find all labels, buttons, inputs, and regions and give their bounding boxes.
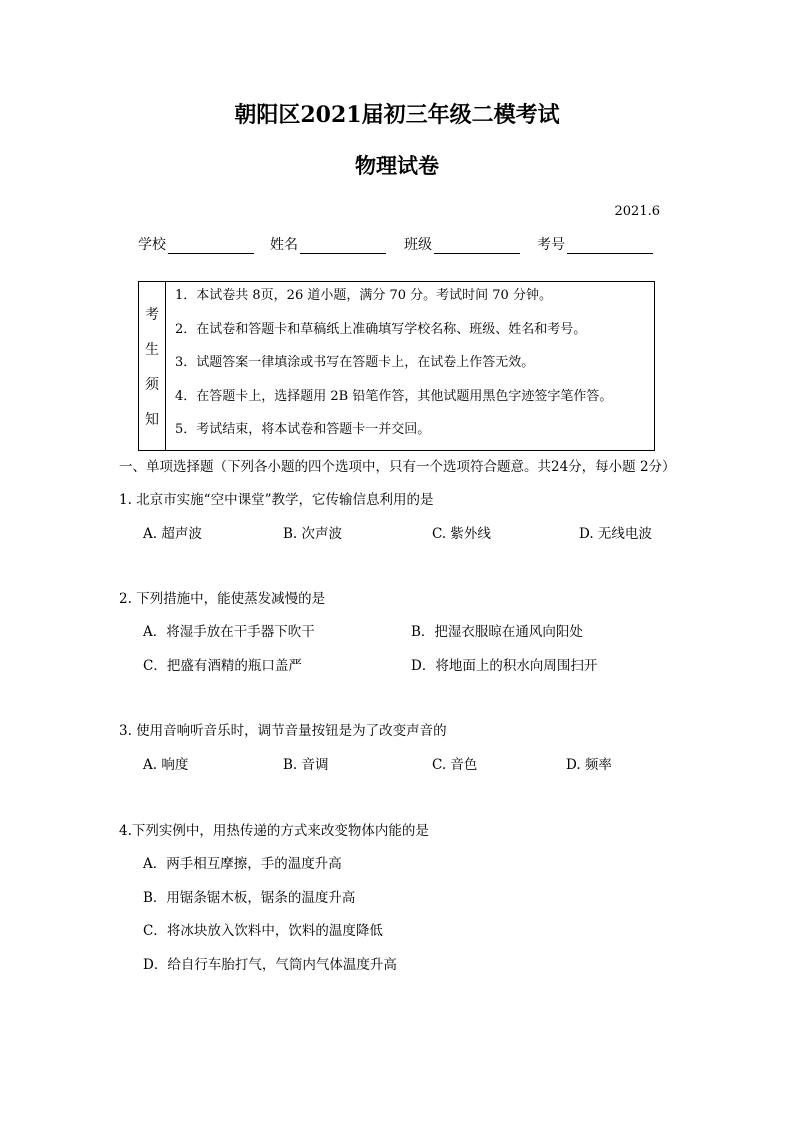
exam-number-label: 考号 bbox=[537, 237, 565, 253]
notice-label-char: 考 bbox=[145, 306, 159, 323]
question-option: C. 音色 bbox=[432, 757, 478, 773]
class-blank bbox=[434, 239, 520, 254]
class-field bbox=[404, 234, 520, 254]
exam-date: 2021.6 bbox=[614, 204, 660, 219]
question-option: D．给自行车胎打气，气筒内气体温度升高 bbox=[143, 957, 397, 973]
name-label: 姓名 bbox=[270, 237, 298, 253]
question-option: B．用锯条锯木板，锯条的温度升高 bbox=[143, 890, 356, 906]
question-option: B．把湿衣服晾在通风向阳处 bbox=[411, 624, 583, 640]
question-option: C. 紫外线 bbox=[432, 526, 491, 542]
exam-notice-box bbox=[138, 281, 655, 451]
question-option: D. 无线电波 bbox=[579, 526, 652, 542]
question-option: A．两手相互摩擦，手的温度升高 bbox=[143, 856, 342, 872]
school-blank bbox=[168, 239, 254, 254]
notice-item: 2．在试卷和答题卡和草稿纸上准确填写学校名称、班级、姓名和考号。 bbox=[175, 321, 587, 337]
notice-items bbox=[166, 282, 654, 450]
school-label: 学校 bbox=[138, 237, 166, 253]
question-option: C．将冰块放入饮料中，饮料的温度降低 bbox=[143, 923, 383, 939]
exam-number-field bbox=[537, 234, 653, 254]
question-stem: 1. 北京市实施“空中课堂”教学，它传输信息利用的是 bbox=[119, 492, 434, 508]
notice-item: 4．在答题卡上，选择题用 2B 铅笔作答，其他试题用黑色字迹签字笔作答。 bbox=[175, 388, 613, 404]
section-heading: 一、单项选择题（下列各小题的四个选项中，只有一个选项符合题意。共24分，每小题 2分） bbox=[119, 459, 676, 475]
question-option: D. 频率 bbox=[566, 757, 612, 773]
notice-item: 5．考试结束，将本试卷和答题卡一并交回。 bbox=[175, 422, 431, 438]
notice-label bbox=[139, 282, 166, 450]
question-option: A. 响度 bbox=[143, 757, 189, 773]
exam-subtitle: 物理试卷 bbox=[355, 153, 439, 178]
notice-label-char: 须 bbox=[145, 376, 159, 393]
notice-item: 1．本试卷共 8页，26 道小题，满分 70 分。考试时间 70 分钟。 bbox=[175, 288, 552, 303]
question-option: B. 次声波 bbox=[283, 526, 343, 542]
school-field bbox=[138, 234, 254, 254]
question-option: C．把盛有酒精的瓶口盖严 bbox=[143, 658, 302, 674]
exam-title: 朝阳区2021届初三年级二模考试 bbox=[234, 102, 560, 128]
notice-label-char: 知 bbox=[145, 411, 159, 428]
question-stem: 2. 下列措施中，能使蒸发减慢的是 bbox=[119, 591, 326, 607]
exam-number-blank bbox=[567, 239, 653, 254]
student-info-fields bbox=[138, 234, 658, 254]
class-label: 班级 bbox=[404, 237, 432, 253]
question-option: B. 音调 bbox=[283, 757, 329, 773]
name-field bbox=[270, 234, 386, 254]
question-stem: 3. 使用音响听音乐时，调节音量按钮是为了改变声音的 bbox=[119, 723, 447, 739]
question-option: A. 超声波 bbox=[143, 526, 202, 542]
question-option: A．将湿手放在干手器下吹干 bbox=[143, 624, 315, 640]
question-option: D．将地面上的积水向周围扫开 bbox=[411, 658, 598, 674]
question-stem: 4.下列实例中，用热传递的方式来改变物体内能的是 bbox=[119, 823, 429, 839]
name-blank bbox=[300, 239, 386, 254]
notice-label-char: 生 bbox=[145, 341, 159, 358]
notice-item: 3．试题答案一律填涂或书写在答题卡上，在试卷上作答无效。 bbox=[175, 355, 535, 371]
